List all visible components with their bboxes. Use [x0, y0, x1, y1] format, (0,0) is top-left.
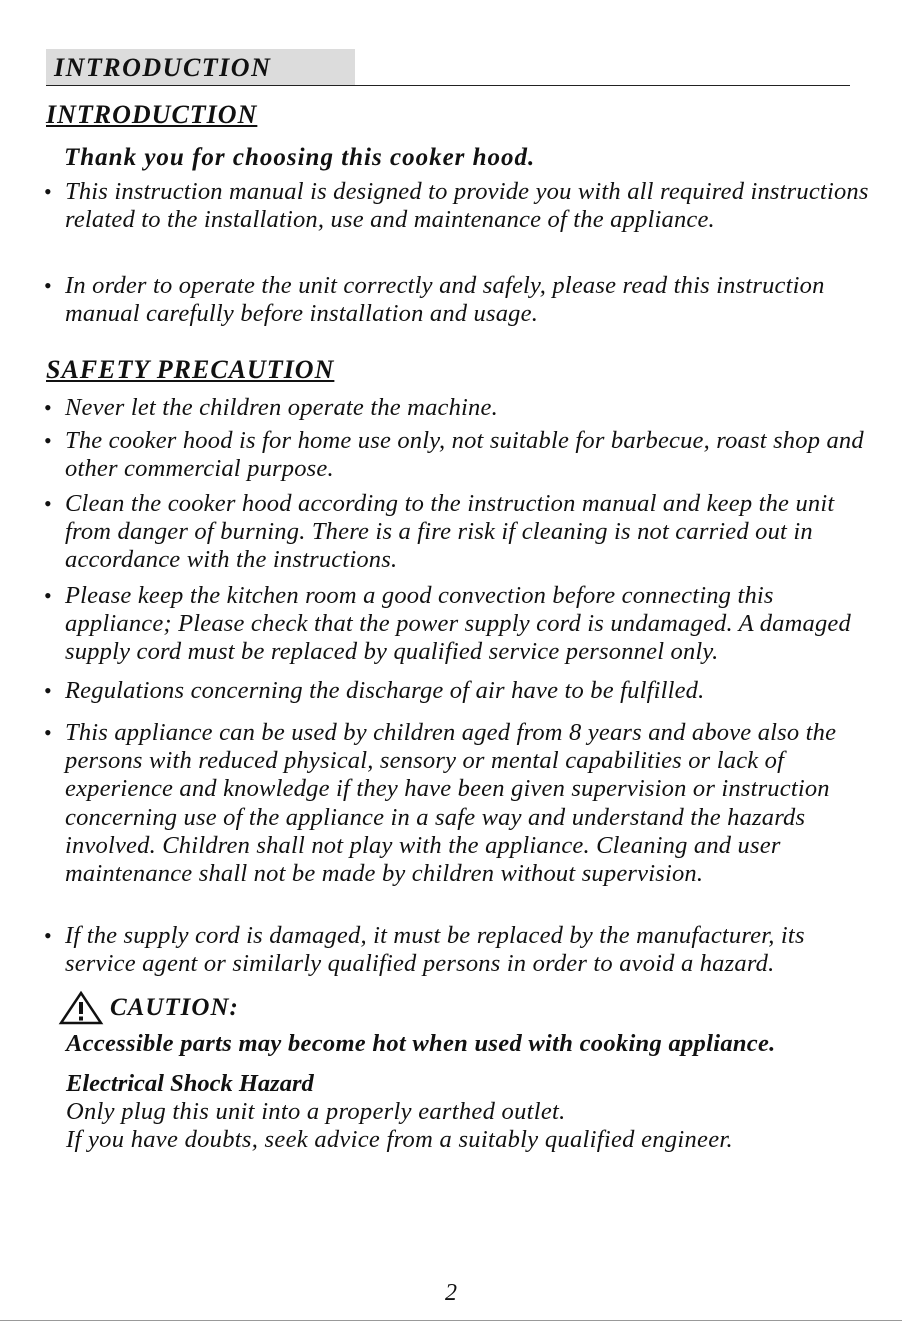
shock-hazard-title: Electrical Shock Hazard	[66, 1070, 314, 1097]
safety-item-7	[44, 922, 874, 978]
safety-item-5	[44, 677, 874, 705]
bullet: •	[44, 428, 52, 453]
bullet: •	[44, 491, 52, 516]
safety-item-text: Please keep the kitchen room a good convection before connecting this appliance; Please check that the power supply cord is undamaged. A damaged supply cord must be replaced by qualified service personnel only.	[65, 582, 851, 666]
header-tab-title: INTRODUCTION	[54, 53, 272, 82]
warning-triangle-icon	[58, 990, 104, 1026]
introduction-lead: Thank you for choosing this cooker hood.	[64, 144, 536, 171]
bullet: •	[44, 583, 52, 608]
intro-item-text: This instruction manual is designed to provide you with all required instructions related to the installation, use and maintenance of the appliance.	[65, 178, 869, 234]
shock-hazard-line-1: Only plug this unit into a properly earthed outlet.	[66, 1098, 566, 1125]
safety-title: SAFETY PRECAUTION	[46, 355, 335, 384]
bullet: •	[44, 720, 52, 745]
safety-item-1	[44, 394, 874, 422]
bullet: •	[44, 273, 52, 298]
safety-item-text: The cooker hood is for home use only, not suitable for barbecue, roast shop and other commercial purpose.	[65, 427, 864, 483]
safety-item-3	[44, 490, 874, 575]
safety-item-4	[44, 582, 874, 667]
intro-item-text: In order to operate the unit correctly and safely, please read this instruction manual carefully before installation and usage.	[65, 272, 825, 328]
bullet: •	[44, 179, 52, 204]
bullet: •	[44, 923, 52, 948]
safety-item-text: Regulations concerning the discharge of air have to be fulfilled.	[65, 677, 705, 704]
caution-label: CAUTION:	[110, 994, 239, 1021]
safety-item-text: If the supply cord is damaged, it must be replaced by the manufacturer, its service agent or similarly qualified persons in order to avoid a hazard.	[65, 922, 805, 978]
bullet: •	[44, 678, 52, 703]
bottom-rule	[0, 1320, 902, 1321]
safety-item-text: Never let the children operate the machine.	[65, 394, 498, 421]
safety-item-text: This appliance can be used by children aged from 8 years and above also the persons with reduced physical, sensory or mental capabilities or lack of experience and knowledge if they have been given supervision or instruction concerning use of the appliance in a safe way and understand the hazards involved. Children shall not play with the appliance. Cleaning and user maintenance shall not be made by children without supervision.	[65, 719, 837, 888]
safety-item-6	[44, 719, 874, 888]
page-number: 2	[445, 1280, 457, 1306]
intro-item-1	[44, 178, 874, 234]
safety-item-2	[44, 427, 874, 483]
bullet: •	[44, 395, 52, 420]
safety-item-text: Clean the cooker hood according to the instruction manual and keep the unit from danger of burning. There is a fire risk if cleaning is not carried out in accordance with the instructions.	[65, 490, 835, 574]
header-rule	[46, 85, 850, 86]
intro-item-2	[44, 272, 874, 328]
shock-hazard-line-2: If you have doubts, seek advice from a suitably qualified engineer.	[66, 1126, 733, 1153]
introduction-title: INTRODUCTION	[46, 100, 258, 129]
caution-text: Accessible parts may become hot when used with cooking appliance.	[66, 1030, 776, 1057]
